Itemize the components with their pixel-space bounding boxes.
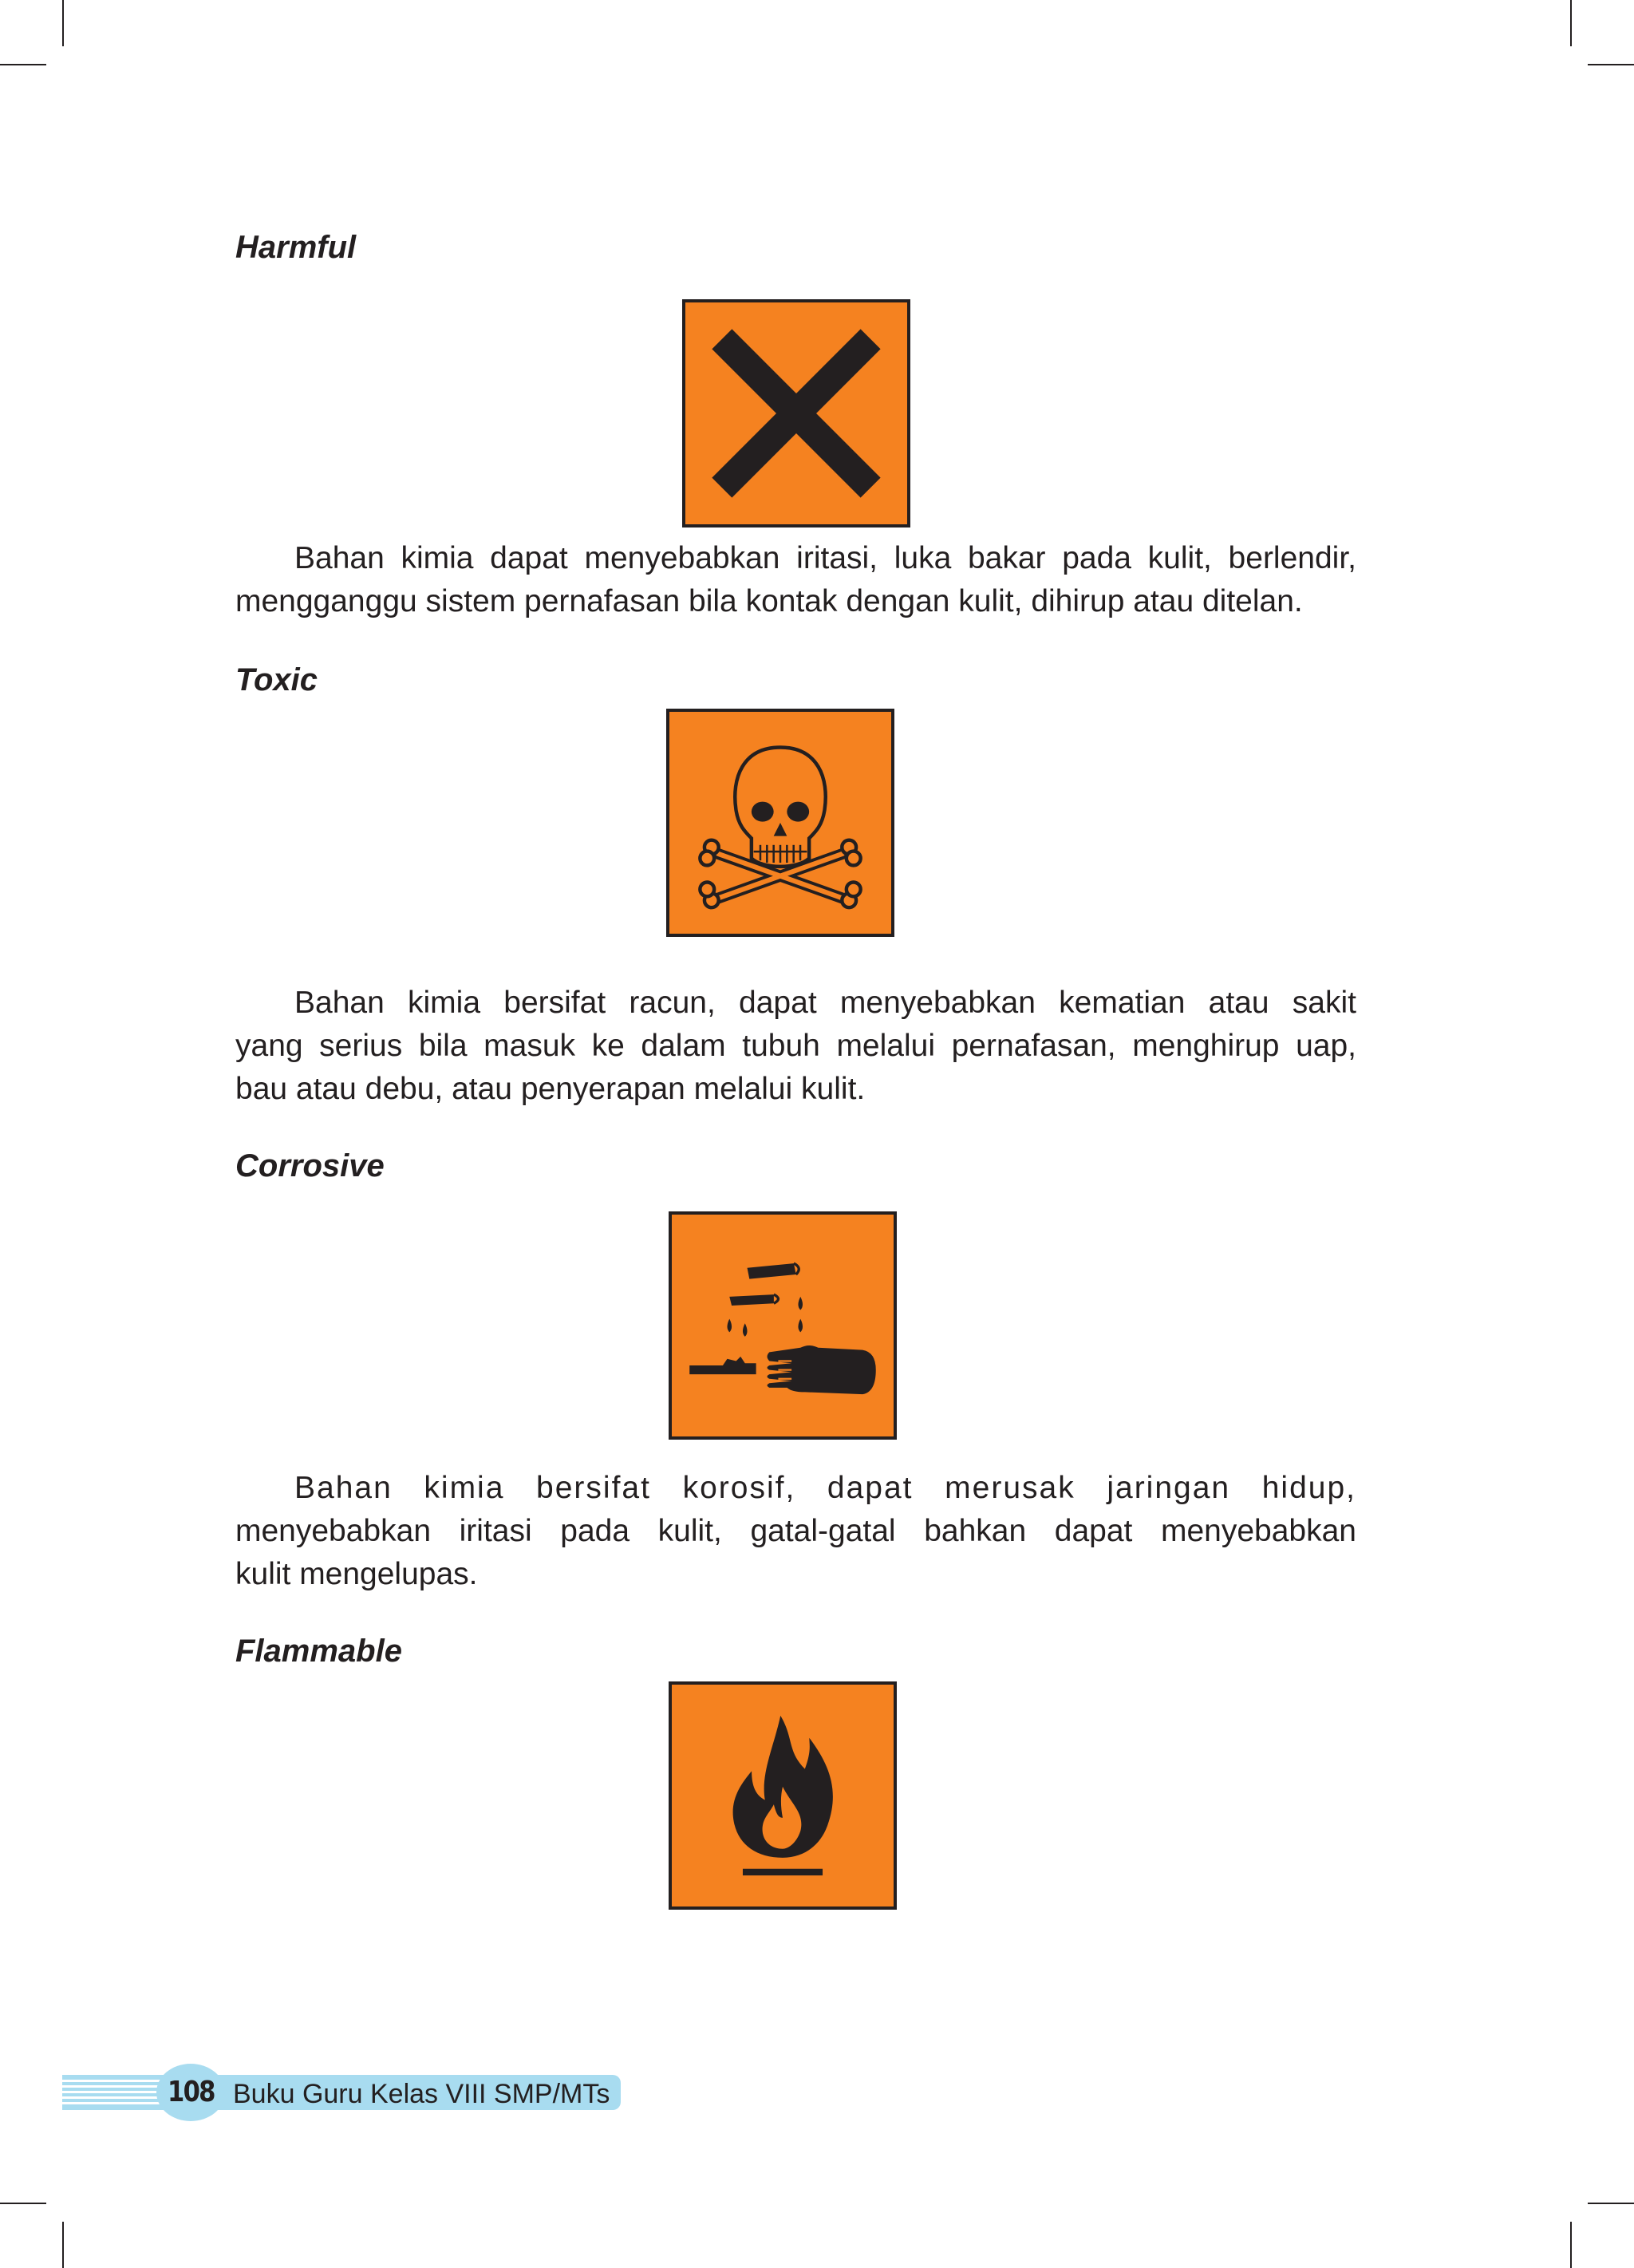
flame-icon [669,1681,897,1910]
book-title: Buku Guru Kelas VIII SMP/MTs [233,2079,610,2109]
section-description-harmful [235,537,1356,623]
section-heading-corrosive: Corrosive [235,1148,385,1183]
paragraph-line: bau atau debu, atau penyerapan melalui kulit. [235,1072,866,1106]
paragraph-line: kulit mengelupas. [235,1557,478,1591]
paragraph-line: menyebabkan iritasi pada kulit, gatal-gatal bahkan dapat menyebabkan [235,1514,1356,1548]
crop-mark [62,0,64,46]
crop-mark [1570,2222,1572,2268]
paragraph-line: yang serius bila masuk ke dalam tubuh melalui pernafasan, menghirup uap, [235,1029,1356,1063]
crop-mark [1588,2203,1634,2204]
paragraph-line: Bahan kimia dapat menyebabkan iritasi, luka bakar pada kulit, berlendir, [294,541,1356,575]
crop-mark [62,2222,64,2268]
corrosive-icon [669,1211,897,1440]
paragraph-line: Bahan kimia bersifat racun, dapat menyebabkan kematian atau sakit [294,986,1356,1020]
harmful-x-icon [682,299,910,527]
section-heading-flammable: Flammable [235,1634,402,1669]
section-heading-toxic: Toxic [235,662,318,697]
page-number: 108 [168,2076,215,2108]
paragraph-line: Bahan kimia bersifat korosif, dapat merusak jaringan hidup, [294,1471,1356,1505]
paragraph-line: mengganggu sistem pernafasan bila kontak dengan kulit, dihirup atau ditelan. [235,584,1303,618]
crop-mark [1588,64,1634,65]
section-description-toxic [235,982,1356,1111]
crop-mark [0,2203,46,2204]
section-heading-harmful: Harmful [235,230,357,265]
section-description-corrosive [235,1467,1356,1596]
skull-crossbones-icon [666,709,894,937]
crop-mark [1570,0,1572,46]
crop-mark [0,64,46,65]
